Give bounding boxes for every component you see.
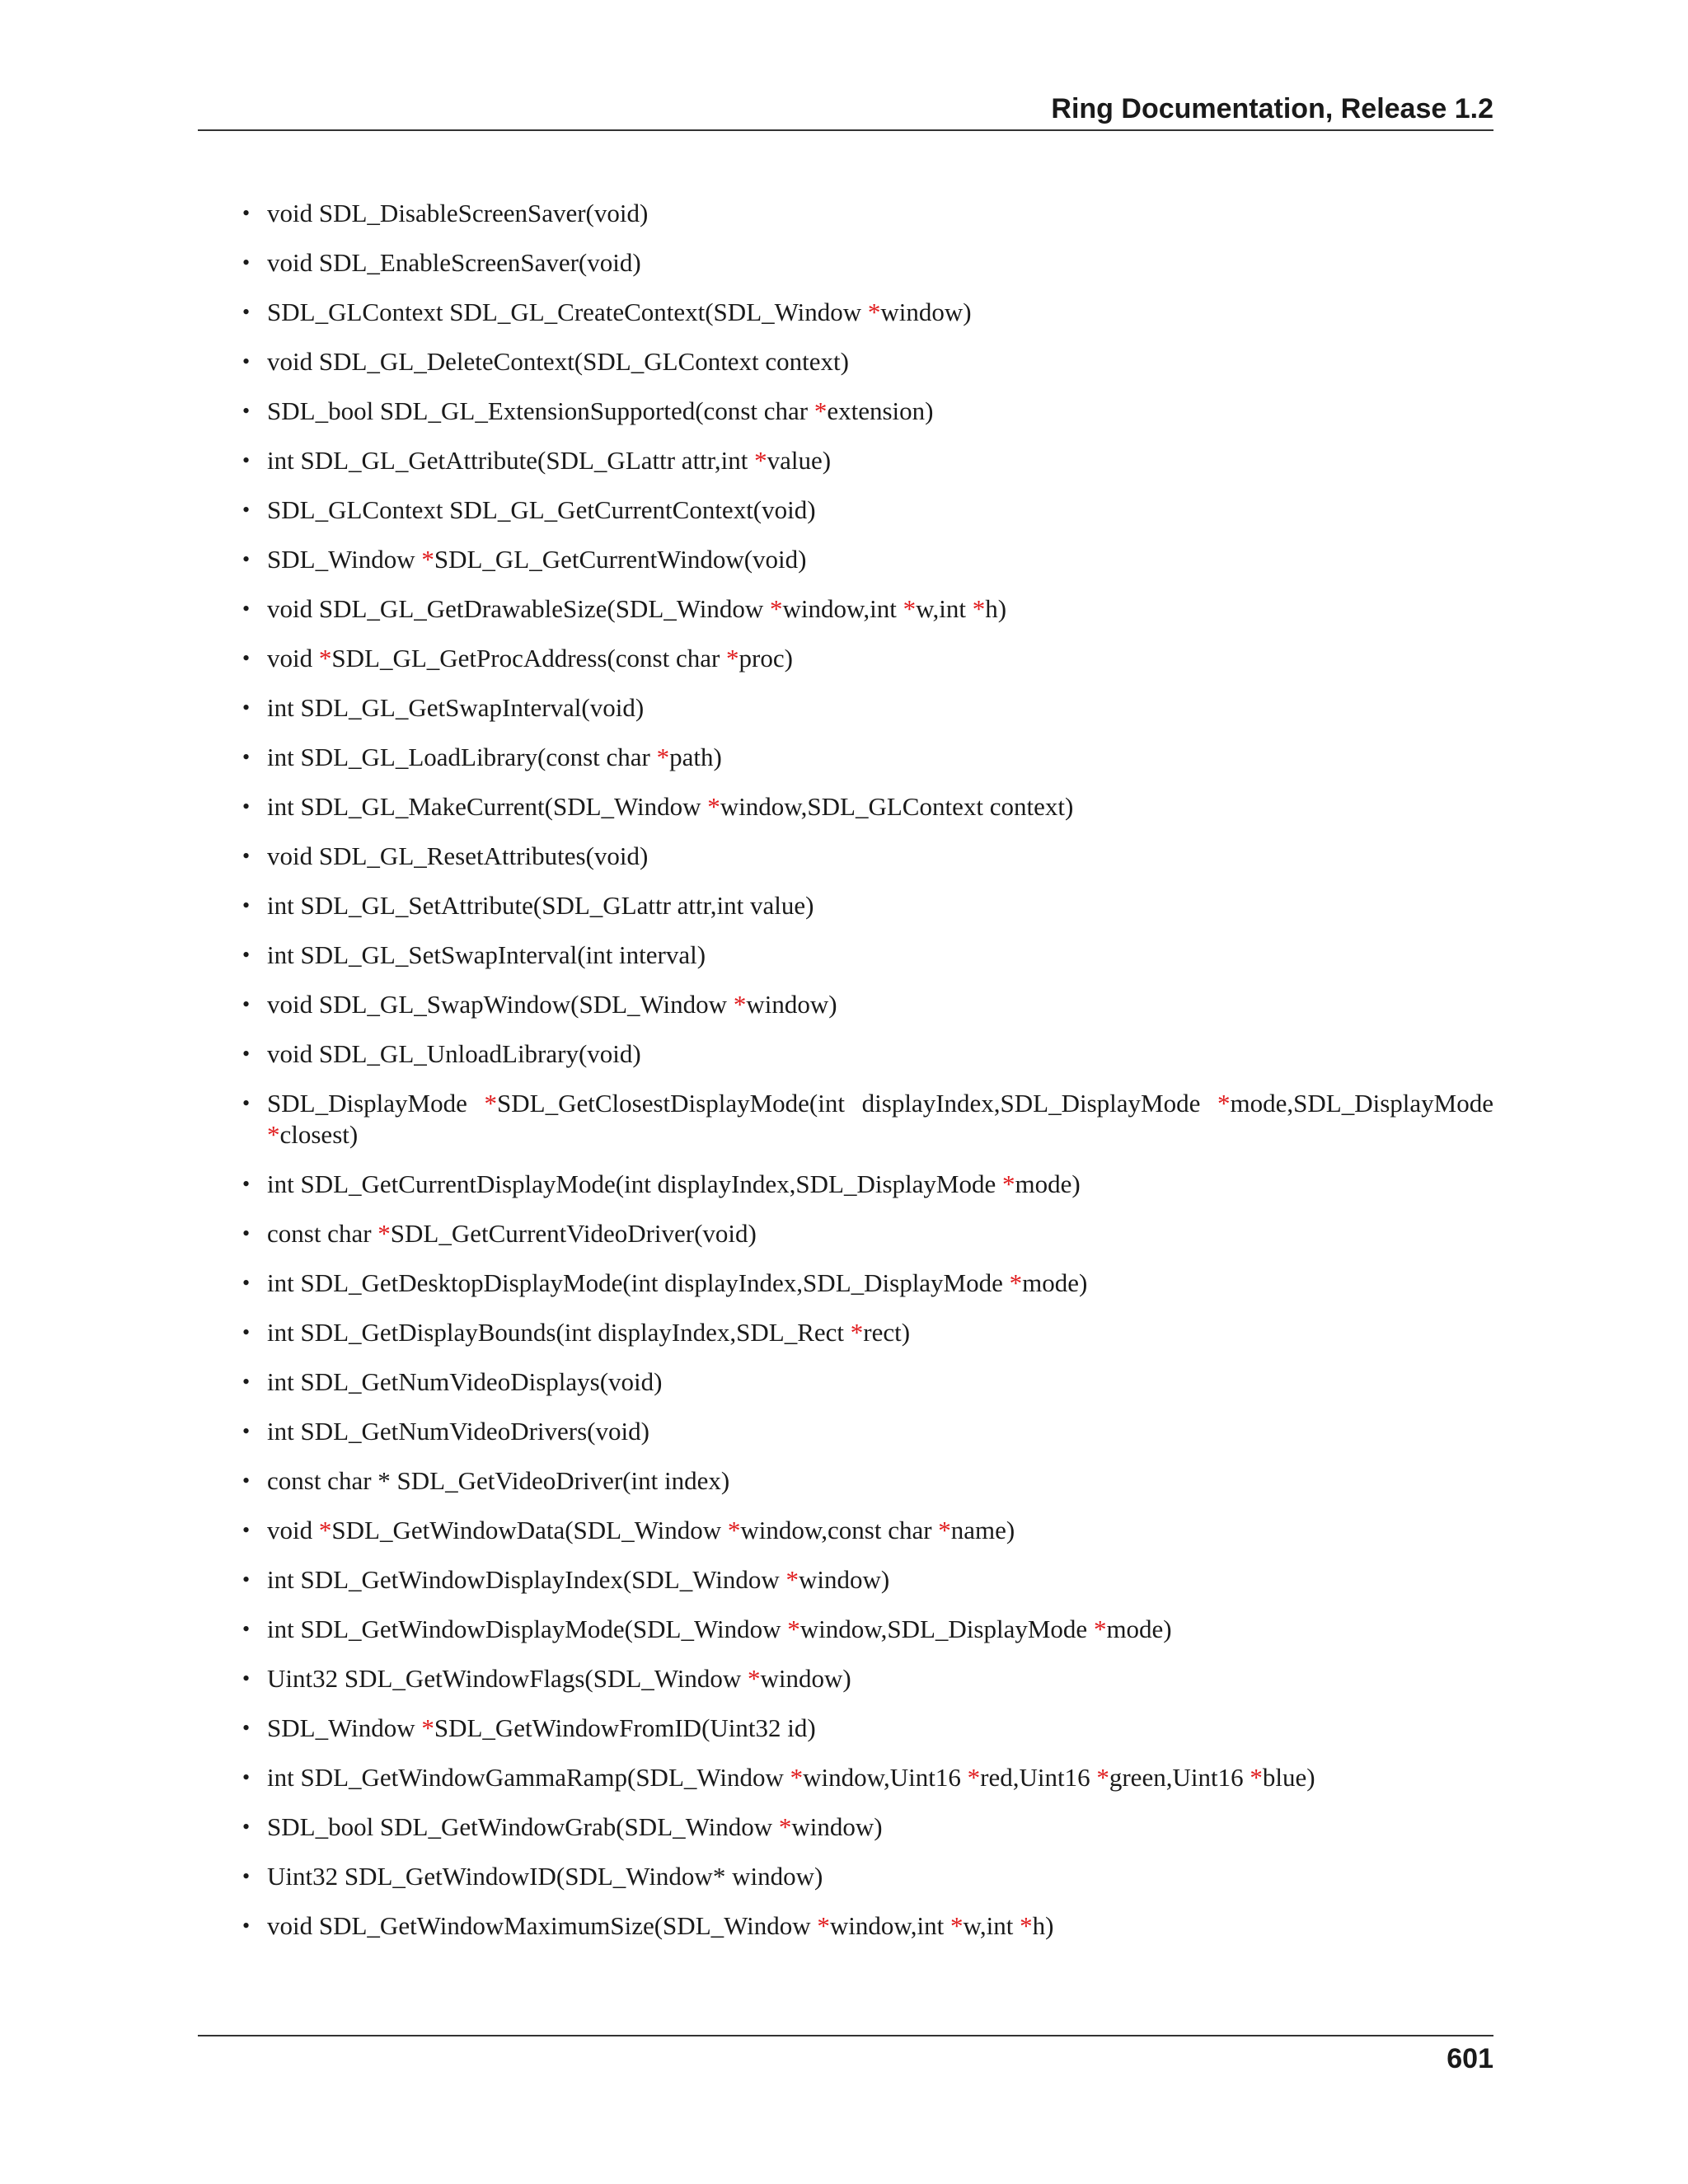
function-list-item xyxy=(241,1366,1493,1398)
function-signature: int SDL_GL_GetSwapInterval(void) xyxy=(267,693,645,722)
function-list-item xyxy=(241,1564,1493,1596)
function-list-item xyxy=(241,791,1493,823)
function-signature: SDL_DisplayMode *SDL_GetClosestDisplayMode(int displayIndex,SDL_DisplayMode *mode,SDL_DisplayMode *closest) xyxy=(267,1089,1493,1149)
function-list-item xyxy=(241,1614,1493,1645)
function-signature: int SDL_GetNumVideoDisplays(void) xyxy=(267,1367,663,1396)
function-signature: int SDL_GetDesktopDisplayMode(int displayIndex,SDL_DisplayMode *mode) xyxy=(267,1268,1088,1297)
bullet-icon: • xyxy=(242,1666,251,1690)
function-list-item xyxy=(241,1268,1493,1299)
function-list-item xyxy=(241,1416,1493,1447)
bullet-icon: • xyxy=(242,597,251,621)
function-list-item xyxy=(241,841,1493,872)
bullet-icon: • xyxy=(242,1765,251,1789)
function-signature: int SDL_GetCurrentDisplayMode(int displayIndex,SDL_DisplayMode *mode) xyxy=(267,1169,1081,1198)
bullet-icon: • xyxy=(242,201,251,225)
header-divider xyxy=(198,129,1493,131)
function-signature: void *SDL_GetWindowData(SDL_Window *window,const char *name) xyxy=(267,1516,1015,1544)
function-signature: int SDL_GL_SetSwapInterval(int interval) xyxy=(267,940,706,969)
function-list-item xyxy=(241,593,1493,625)
function-signature: void SDL_GL_ResetAttributes(void) xyxy=(267,841,649,870)
bullet-icon: • xyxy=(242,1419,251,1443)
function-list-item xyxy=(241,890,1493,921)
bullet-icon: • xyxy=(242,794,251,818)
bullet-icon: • xyxy=(242,1469,251,1493)
function-signature: int SDL_GL_LoadLibrary(const char *path) xyxy=(267,743,722,771)
function-list-item xyxy=(241,940,1493,971)
function-list-item xyxy=(241,445,1493,476)
function-list-item xyxy=(241,692,1493,724)
function-signature: int SDL_GetWindowGammaRamp(SDL_Window *window,Uint16 *red,Uint16 *green,Uint16 *blue) xyxy=(267,1763,1315,1792)
function-list-item xyxy=(241,1088,1493,1151)
function-signature: int SDL_GL_SetAttribute(SDL_GLattr attr,int value) xyxy=(267,891,814,920)
bullet-icon: • xyxy=(242,844,251,868)
function-list-item xyxy=(241,1713,1493,1744)
function-list-item xyxy=(241,198,1493,229)
function-signature: SDL_Window *SDL_GL_GetCurrentWindow(void) xyxy=(267,545,807,574)
function-signature: SDL_bool SDL_GL_ExtensionSupported(const char *extension) xyxy=(267,396,934,425)
function-list-item xyxy=(241,544,1493,575)
function-signature: Uint32 SDL_GetWindowFlags(SDL_Window *window) xyxy=(267,1664,851,1693)
function-list-item xyxy=(241,396,1493,427)
bullet-icon: • xyxy=(242,1271,251,1295)
bullet-icon: • xyxy=(242,943,251,967)
bullet-icon: • xyxy=(242,1716,251,1740)
bullet-icon: • xyxy=(242,1617,251,1641)
bullet-icon: • xyxy=(242,1370,251,1394)
function-signature: void SDL_DisableScreenSaver(void) xyxy=(267,199,649,227)
function-signature: void SDL_GL_UnloadLibrary(void) xyxy=(267,1039,641,1068)
function-signature: void SDL_GL_DeleteContext(SDL_GLContext context) xyxy=(267,347,849,376)
function-signature: void SDL_EnableScreenSaver(void) xyxy=(267,248,641,277)
bullet-icon: • xyxy=(242,1815,251,1839)
bullet-icon: • xyxy=(242,1221,251,1245)
page-header-title: Ring Documentation, Release 1.2 xyxy=(1051,93,1493,124)
function-signature: void SDL_GetWindowMaximumSize(SDL_Window *window,int *w,int *h) xyxy=(267,1911,1054,1940)
function-signature: int SDL_GetNumVideoDrivers(void) xyxy=(267,1417,649,1446)
function-list-item xyxy=(241,346,1493,377)
function-signature: void *SDL_GL_GetProcAddress(const char *proc) xyxy=(267,644,793,673)
function-signature: int SDL_GetWindowDisplayMode(SDL_Window *window,SDL_DisplayMode *mode) xyxy=(267,1615,1172,1643)
function-list-item xyxy=(241,742,1493,773)
function-signature: int SDL_GL_GetAttribute(SDL_GLattr attr,int *value) xyxy=(267,446,832,475)
page-number: 601 xyxy=(1447,2043,1493,2074)
bullet-icon: • xyxy=(242,300,251,324)
function-signature: SDL_bool SDL_GetWindowGrab(SDL_Window *window) xyxy=(267,1812,883,1841)
bullet-icon: • xyxy=(242,448,251,472)
function-list-item xyxy=(241,1218,1493,1249)
bullet-icon: • xyxy=(242,893,251,917)
bullet-icon: • xyxy=(242,251,251,274)
function-signature: const char *SDL_GetCurrentVideoDriver(void) xyxy=(267,1219,757,1248)
function-list-item xyxy=(241,247,1493,279)
bullet-icon: • xyxy=(242,498,251,522)
bullet-icon: • xyxy=(242,696,251,719)
bullet-icon: • xyxy=(242,399,251,423)
function-signature: void SDL_GL_SwapWindow(SDL_Window *window) xyxy=(267,990,837,1019)
function-list-item xyxy=(241,1762,1493,1793)
bullet-icon: • xyxy=(242,1518,251,1542)
bullet-icon: • xyxy=(242,1091,251,1115)
function-signature: SDL_GLContext SDL_GL_GetCurrentContext(void) xyxy=(267,495,816,524)
function-list-item xyxy=(241,1910,1493,1942)
function-signature: const char * SDL_GetVideoDriver(int index) xyxy=(267,1466,730,1495)
function-list-item xyxy=(241,494,1493,526)
bullet-icon: • xyxy=(242,1568,251,1591)
bullet-icon: • xyxy=(242,547,251,571)
function-signature: int SDL_GL_MakeCurrent(SDL_Window *window,SDL_GLContext context) xyxy=(267,792,1074,821)
bullet-icon: • xyxy=(242,1914,251,1938)
function-list-item xyxy=(241,643,1493,674)
function-list-item xyxy=(241,989,1493,1020)
footer-divider xyxy=(198,2035,1493,2036)
bullet-icon: • xyxy=(242,349,251,373)
function-signature: int SDL_GetWindowDisplayIndex(SDL_Window *window) xyxy=(267,1565,890,1594)
bullet-icon: • xyxy=(242,1320,251,1344)
function-signature: Uint32 SDL_GetWindowID(SDL_Window* window) xyxy=(267,1862,823,1891)
function-list-item xyxy=(241,1811,1493,1843)
function-list-item xyxy=(241,297,1493,328)
function-list-item xyxy=(241,1861,1493,1892)
function-list-item xyxy=(241,1465,1493,1497)
function-list-item xyxy=(241,1169,1493,1200)
function-signature: void SDL_GL_GetDrawableSize(SDL_Window *window,int *w,int *h) xyxy=(267,594,1007,623)
bullet-icon: • xyxy=(242,992,251,1016)
bullet-icon: • xyxy=(242,745,251,769)
bullet-icon: • xyxy=(242,1864,251,1888)
function-list-item xyxy=(241,1663,1493,1694)
function-signature: SDL_GLContext SDL_GL_CreateContext(SDL_Window *window) xyxy=(267,298,972,326)
function-signature: int SDL_GetDisplayBounds(int displayIndex,SDL_Rect *rect) xyxy=(267,1318,911,1347)
function-list xyxy=(241,198,1493,1960)
function-signature: SDL_Window *SDL_GetWindowFromID(Uint32 id) xyxy=(267,1713,816,1742)
function-list-item xyxy=(241,1317,1493,1348)
function-list-item xyxy=(241,1515,1493,1546)
function-list-item xyxy=(241,1038,1493,1070)
bullet-icon: • xyxy=(242,1042,251,1066)
bullet-icon: • xyxy=(242,646,251,670)
bullet-icon: • xyxy=(242,1172,251,1196)
